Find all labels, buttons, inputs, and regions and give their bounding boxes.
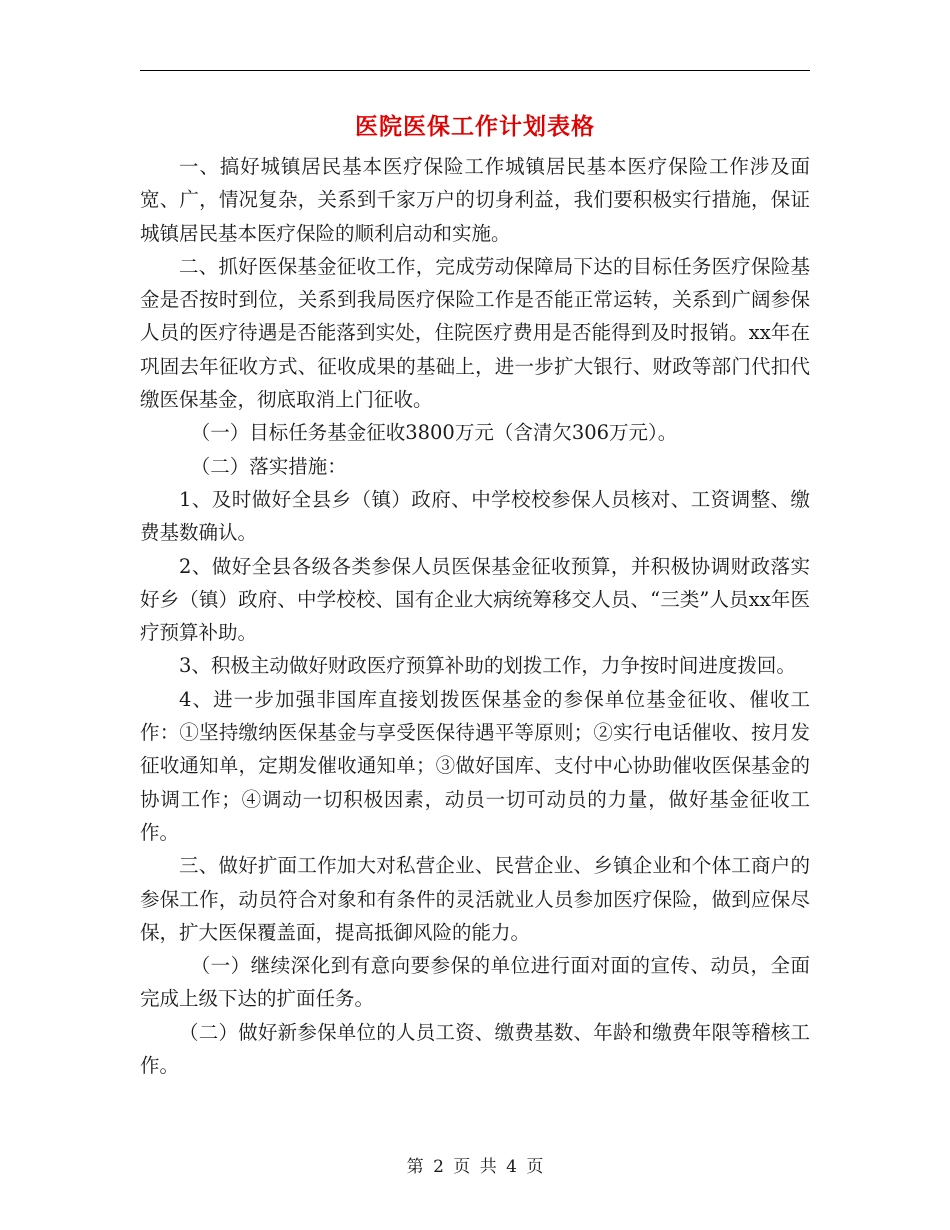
- paragraph: （二）落实措施：: [190, 454, 347, 478]
- page-footer: 第 2 页 共 4 页: [406, 1157, 544, 1177]
- header-rule: [140, 70, 810, 71]
- paragraph: 二、抓好医保基金征收工作，完成劳动保障局下达的目标任务医疗保险基金是否按时到位，关系到我局医疗保险工作是否能正常运转，关系到广阔参保人员的医疗待遇是否能落到实处，住院医疗费用是否能得到及时报销。xx年在巩固去年征收方式、征收成果的基础上，进一步扩大银行、财政等部门代扣代缴医保基金，彻底取消上门征收。: [140, 254, 810, 412]
- paragraph: 一、搞好城镇居民基本医疗保险工作城镇居民基本医疗保险工作涉及面宽、广，情况复杂，关系到千家万户的切身利益，我们要积极实行措施，保证城镇居民基本医疗保险的顺利启动和实施。: [140, 155, 810, 245]
- paragraph: 3、积极主动做好财政医疗预算补助的划拨工作，力争按时间进度拨回。: [179, 654, 796, 678]
- paragraph: 1、及时做好全县乡（镇）政府、中学校校参保人员核对、工资调整、缴费基数确认。: [140, 487, 810, 545]
- paragraph: （一）目标任务基金征收3800万元（含清欠306万元）。: [190, 421, 678, 445]
- page-title: 医院医保工作计划表格: [355, 114, 595, 140]
- document-body: [140, 150, 810, 1082]
- paragraph: 2、做好全县各级各类参保人员医保基金征收预算，并积极协调财政落实好乡（镇）政府、中学校校、国有企业大病统筹移交人员、“三类”人员xx年医疗预算补助。: [140, 554, 810, 645]
- paragraph: （一）继续深化到有意向要参保的单位进行面对面的宣传、动员，全面完成上级下达的扩面任务。: [140, 954, 810, 1011]
- paragraph: 4、进一步加强非国库直接划拨医保基金的参保单位基金征收、催收工作：①坚持缴纳医保基金与享受医保待遇平等原则；②实行电话催收、按月发征收通知单，定期发催收通知单；③做好国库、支付中心协助催收医保基金的协调工作；④调动一切积极因素，动员一切可动员的力量，做好基金征收工作。: [140, 687, 810, 844]
- paragraph: 三、做好扩面工作加大对私营企业、民营企业、乡镇企业和个体工商户的参保工作，动员符合对象和有条件的灵活就业人员参加医疗保险，做到应保尽保，扩大医保覆盖面，提高抵御风险的能力。: [140, 854, 810, 944]
- paragraph: （二）做好新参保单位的人员工资、缴费基数、年龄和缴费年限等稽核工作。: [140, 1020, 810, 1078]
